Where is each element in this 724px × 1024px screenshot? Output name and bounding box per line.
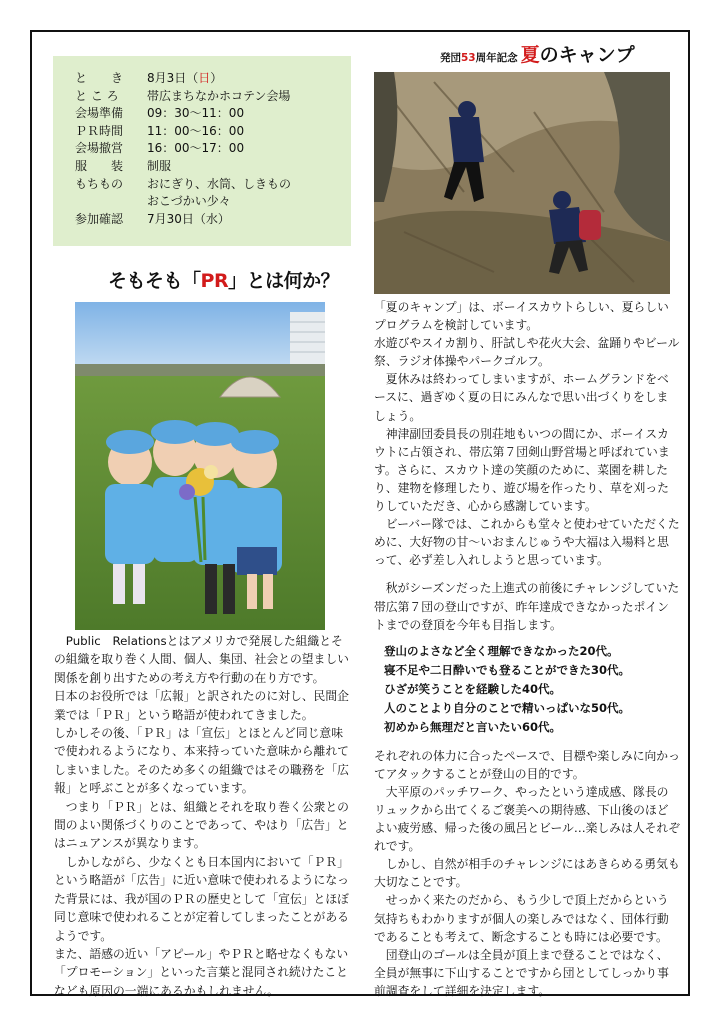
- pr-paragraph: 日本のお役所では「広報」と訳されたのに対し、民間企業では「ＰＲ」という略語が使われてきました。: [54, 689, 349, 722]
- pr-paragraph: また、語感の近い「アピール」やＰＲと略せなくもない「プロモーション」といった言葉と混同され続けたことなども原因の一端にあるかもしれません。: [54, 946, 349, 998]
- info-value: おこづかい少々: [147, 194, 231, 209]
- info-row: [75, 193, 351, 211]
- info-label: 会場撤営: [75, 141, 124, 156]
- info-value: 帯広まちなかホコテン会場: [147, 88, 291, 103]
- pr-paragraph: つまり「ＰＲ」とは、組織とそれを取り巻く公衆との間のよい関係づくりのことであって、やはり「広告」とはニュアンスが異なります。: [54, 799, 349, 851]
- spacer: [374, 569, 680, 579]
- camp-paragraph: 水遊びやスイカ割り、肝試しや花火大会、盆踊りやビール祭、ラジオ体操やパークゴルフ。: [374, 336, 680, 369]
- info-value: おにぎり、水筒、しきもの: [147, 176, 292, 191]
- info-label: 服 装: [75, 158, 124, 173]
- info-value: 09：30〜11：00: [147, 106, 245, 121]
- event-info-box: [53, 56, 351, 246]
- pr-heading: [108, 266, 339, 293]
- info-value: 8月3日（日）: [147, 71, 223, 85]
- climb-paragraph: せっかく来たのだから、もう少しで頂上だからという気持ちもわかりますが個人の楽しみではなく、団体行動であることも考えて、断念することも時には必要です。: [374, 893, 669, 944]
- info-row: [75, 105, 351, 123]
- sunday-mark: 日: [198, 71, 211, 85]
- age-list-item: ひざが笑うことを経験した40代。: [384, 681, 562, 696]
- info-label: と き: [75, 71, 124, 85]
- age-list-item: 初めから無理だと言いたい60代。: [384, 719, 562, 734]
- camp-title-small: 発団53周年記念: [440, 52, 518, 64]
- camp-title: [440, 40, 635, 67]
- info-row: [75, 211, 351, 229]
- children-photo: [75, 302, 325, 630]
- camp-paragraph: ビーバー隊では、これからも堂々と使わせていただくために、大好物の甘〜いおまんじゅうや大福は入場料と思って、必ず差し入れしようと思っています。: [374, 517, 680, 568]
- camp-paragraph: 神津副団委員長の別荘地もいつの間にか、ボーイスカウトに占領され、帯広第７団剣山野営場と呼ばれています。さらに、スカウト達の笑顔のために、菜園を耕したり、建物を修理したり、遊び場を作ったり、草を刈ったりしていただき、心から感謝しています。: [374, 426, 670, 514]
- pr-paragraph: Public Relationsとはアメリカで発展した組織とその組織を取り巻く人間、個人、集団、社会との望ましい関係を創り出すための考え方や行動の在り方です。: [54, 634, 349, 685]
- pr-heading-post: 」とは何か？: [228, 270, 340, 292]
- camp-title-summer: 夏: [520, 44, 540, 66]
- camp-paragraph: 「夏のキャンプ」は、ボーイスカウトらしい、夏らしいプログラムを検討しています。: [374, 300, 669, 333]
- camp-title-big: 夏のキャンプ: [520, 44, 635, 66]
- info-row: [75, 123, 351, 141]
- age-list-item: 登山のよさなど全く理解できなかった20代。: [384, 643, 619, 658]
- info-label: もちもの: [75, 176, 124, 191]
- climb-paragraph: しかし、自然が相手のチャレンジにはあきらめる勇気も大切なことです。: [374, 857, 680, 890]
- pr-article: [54, 632, 354, 1000]
- info-value: 7月30日（水）: [147, 211, 230, 226]
- camp-paragraph: 夏休みは終わってしまいますが、ホームグランドをベースに、過ぎゆく夏の日にみんなで思い出づくりをしましょう。: [374, 372, 669, 423]
- pr-paragraph: しかしながら、少なくとも日本国内において「ＰＲ」という略語が「広告」に近い意味で使われるようになった背景には、我が国のＰＲの歴史として「宣伝」とほぼ同じ意味で使われることが定着してしまったことがあるようです。: [54, 854, 349, 943]
- info-label: と こ ろ: [75, 88, 119, 103]
- age-list-item: 人のことより自分のことで精いっぱいな50代。: [384, 700, 631, 715]
- climb-paragraph: 団登山のゴールは全員が頂上まで登ることではなく、全員が無事に下山することですから団としてしっかり事前調査をして詳細を決定します。: [374, 947, 669, 998]
- pr-heading-pr: PR: [200, 270, 229, 292]
- climb-paragraph: それぞれの体力に合ったペースで、目標や楽しみに向かってアタックすることが登山の目的です。: [374, 748, 680, 781]
- info-label: ＰＲ時間: [75, 123, 124, 138]
- info-row: [75, 158, 351, 176]
- info-row: [75, 176, 351, 194]
- info-label: [75, 193, 147, 211]
- info-label: 会場準備: [75, 106, 124, 121]
- info-value: 11：00〜16：00: [147, 123, 245, 138]
- info-label: 参加確認: [75, 211, 124, 226]
- age-list-item: 寝不足や二日酔いでも登ることができた30代。: [384, 662, 631, 677]
- info-row: [75, 140, 351, 158]
- hiking-photo: [374, 72, 670, 294]
- info-row-date: [75, 70, 351, 88]
- info-row: [75, 88, 351, 106]
- pr-heading-pre: そもそも「: [108, 270, 201, 292]
- info-value: 16：00〜17：00: [147, 141, 245, 156]
- pr-paragraph: しかしその後、「ＰＲ」は「宣伝」とほとんど同じ意味で使われるようになり、本来持っていた意味から離れてしまいました。そのため多くの組織ではその職務を「広報」と呼ぶことが多くなっています。: [54, 726, 349, 796]
- climb-paragraph: 大平原のパッチワーク、やったという達成感、隊長のリュックから出てくるご褒美への期待感、下山後のほどよい疲労感、帰った後の風呂とビール…楽しみは人それぞれです。: [374, 784, 681, 854]
- anniversary-number: 53: [461, 52, 476, 64]
- info-value: 制服: [147, 158, 172, 173]
- camp-article: [374, 298, 680, 1000]
- climb-paragraph: 秋がシーズンだった上進式の前後にチャレンジしていた帯広第７団の登山ですが、昨年達成できなかったポイントまでの登頂を今年も目指します。: [374, 581, 680, 632]
- age-list: [384, 642, 680, 737]
